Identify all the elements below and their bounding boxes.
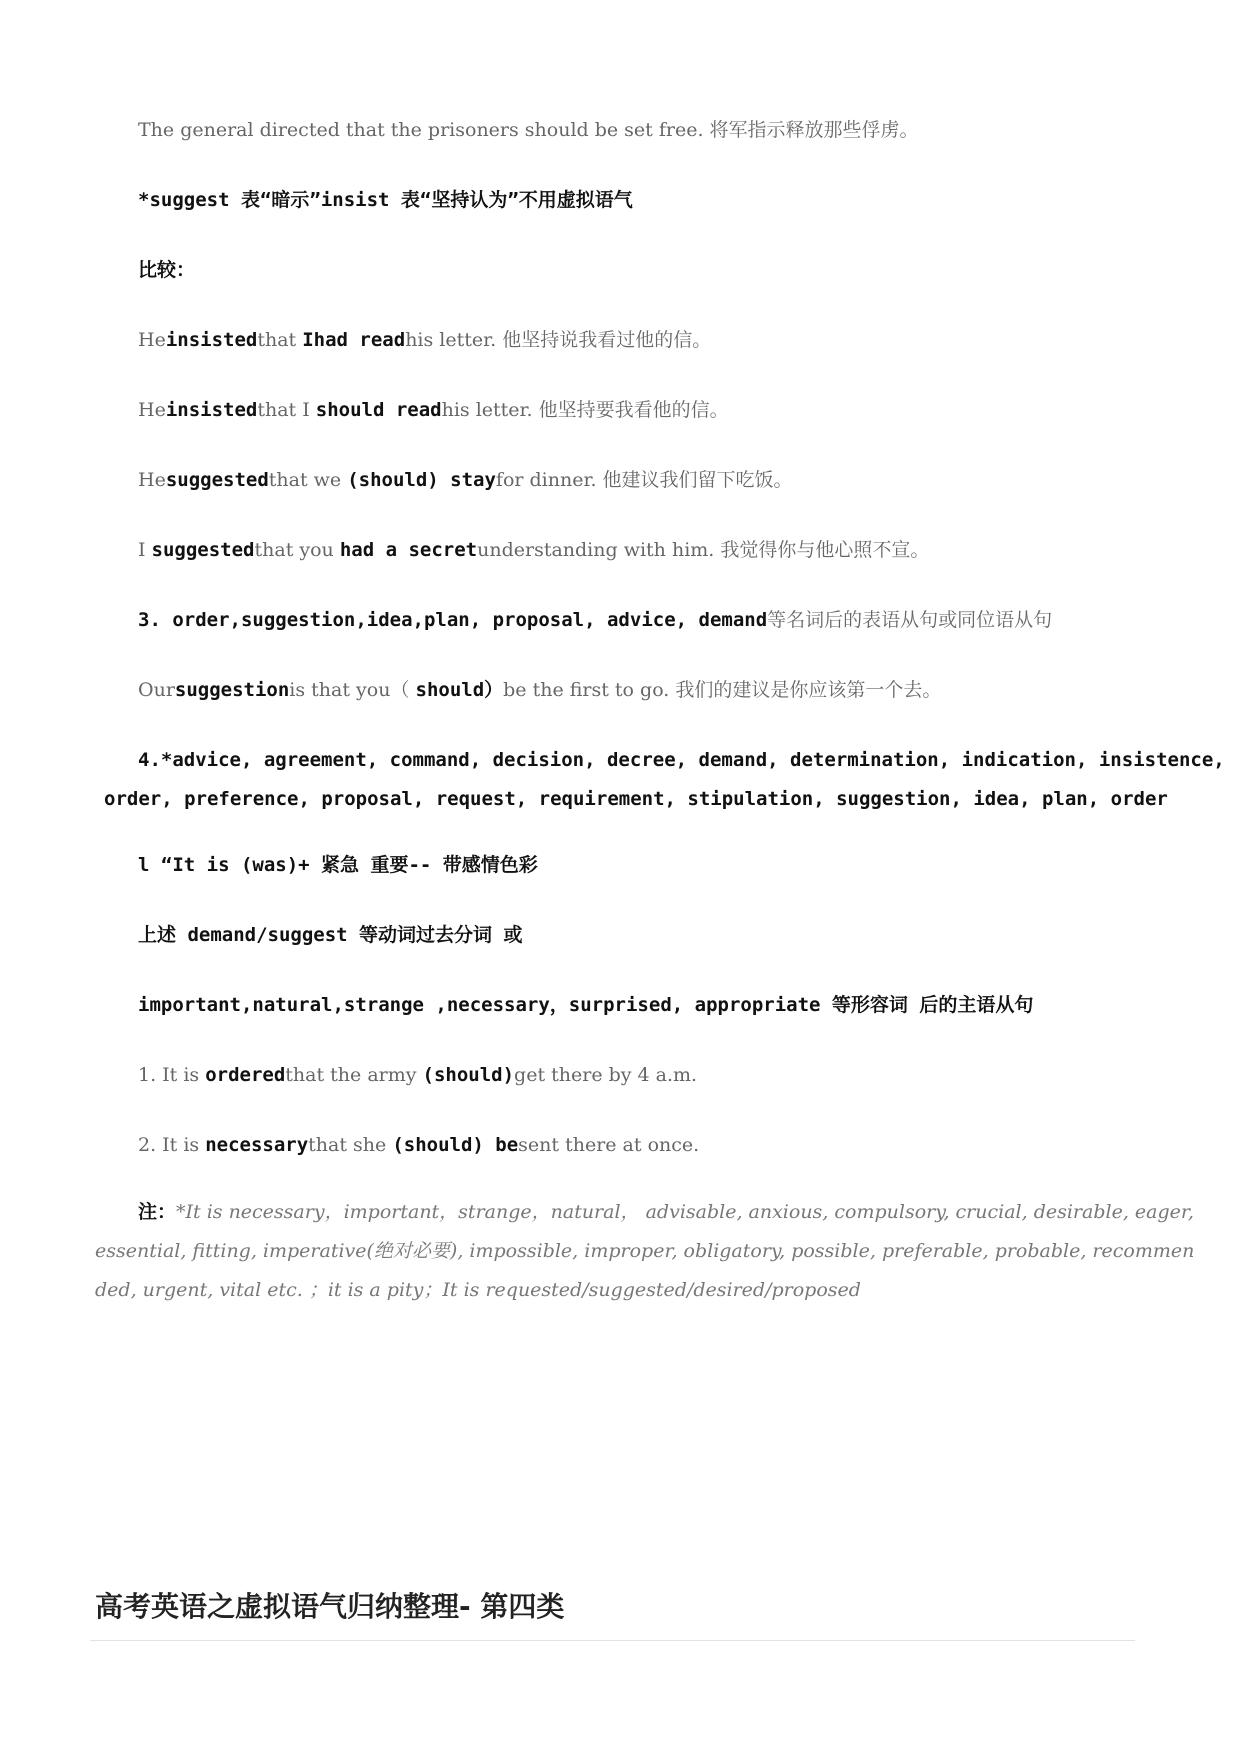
keyword: had a secret <box>339 539 478 561</box>
rule-adjectives: important,natural,strange ,necessary，surprised, appropriate 等形容词 后的主语从句 <box>138 994 1034 1016</box>
keyword: I <box>302 329 314 351</box>
note-label: 注： <box>138 1201 177 1223</box>
text-segment: his letter. 他坚持说我看过他的信。 <box>405 329 712 351</box>
compare-label: 比较： <box>138 259 196 281</box>
keyword: suggested <box>151 539 255 561</box>
example-insisted-had-read <box>138 328 711 352</box>
keyword: 3. order,suggestion,idea,plan, proposal, advice, demand <box>138 609 768 631</box>
example-suggested-secret <box>138 538 929 562</box>
rule-4-nouns-line1: 4.*advice, agreement, command, decision, decree, demand, determination, indication, insistence, <box>138 749 1225 771</box>
example-suggested-stay <box>138 468 793 492</box>
rule-past-participle: 上述 demand/suggest 等动词过去分词 或 <box>138 924 523 946</box>
keyword: suggested <box>165 469 269 491</box>
text-segment: get there by 4 a.m. <box>514 1064 698 1086</box>
text-segment: that the army <box>285 1064 423 1086</box>
text-segment: for dinner. 他建议我们留下吃饭。 <box>495 469 793 491</box>
example-our-suggestion <box>138 678 941 702</box>
keyword: suggestion <box>174 679 290 701</box>
rule-4-nouns-line2: order, preference, proposal, request, requirement, stipulation, suggestion, idea, plan, order <box>104 788 1168 810</box>
text-segment: that she <box>308 1134 393 1156</box>
text-segment: that we <box>268 469 348 491</box>
text-segment: 1. It is <box>138 1064 206 1086</box>
text-segment: 2. It is <box>138 1134 206 1156</box>
keyword: ordered <box>205 1064 286 1086</box>
example-insisted-should-read <box>138 398 729 422</box>
keyword: insisted <box>165 399 258 421</box>
keyword: should） <box>415 679 504 701</box>
keyword: (should) stay <box>347 469 496 491</box>
rule-it-is-was: l “It is (was)+ 紧急 重要-- 带感情色彩 <box>138 854 538 876</box>
keyword: necessary <box>205 1134 309 1156</box>
note-suggest-insist: *suggest 表“暗示”insist 表“坚持认为”不用虚拟语气 <box>138 189 633 211</box>
note-paragraph <box>95 1193 1205 1310</box>
rule-3-nouns <box>138 608 1052 632</box>
text-segment: He <box>138 469 166 491</box>
text-segment: is that you（ <box>289 679 416 701</box>
text-segment: He <box>138 399 166 421</box>
text-segment: sent there at once. <box>518 1134 700 1156</box>
keyword: had read <box>313 329 406 351</box>
text-segment: understanding with him. 我觉得你与他心照不宣。 <box>477 539 930 561</box>
text-segment: be the first to go. 我们的建议是你应该第一个去。 <box>503 679 942 701</box>
text-segment: 等名词后的表语从句或同位语从句 <box>767 609 1053 631</box>
text-segment: that I <box>257 399 316 421</box>
keyword: should read <box>315 399 442 421</box>
keyword: (should) be <box>392 1134 519 1156</box>
example-ordered-army <box>138 1063 697 1087</box>
text-segment: He <box>138 329 166 351</box>
divider <box>90 1640 1135 1641</box>
note-text: *It is necessary，important，strange，natural， advisable, anxious, compulsory, crucial, desirable, eager, essential, fitting, imperative(绝对必要), impossible, improper, obligatory, possible, preferable, probable, recommended, urgent, vital etc. ；it is a pity；It is requested/suggested/desired/proposed <box>95 1201 1195 1301</box>
section-heading: 高考英语之虚拟语气归纳整理- 第四类 <box>95 1590 565 1623</box>
text-segment: I <box>138 539 152 561</box>
text-segment: that you <box>254 539 340 561</box>
keyword: (should) <box>422 1064 515 1086</box>
text-segment: his letter. 他坚持要我看他的信。 <box>441 399 729 421</box>
keyword: insisted <box>165 329 258 351</box>
example-general-directed: The general directed that the prisoners should be set free. 将军指示释放那些俘虏。 <box>138 119 919 141</box>
text-segment: Our <box>138 679 175 701</box>
text-segment: that <box>257 329 303 351</box>
example-necessary-sent <box>138 1133 699 1157</box>
